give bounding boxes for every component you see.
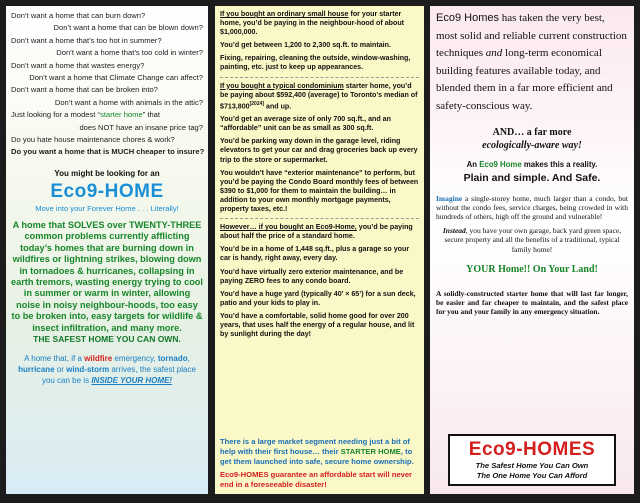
brand-logo: Eco9-HOME (50, 180, 164, 202)
condo-price: starter home, you’d be paying about $592,400 (average) to Toronto’s median of $713,800 (220, 81, 418, 111)
middle-footer (220, 437, 419, 490)
reality-pre: An (466, 159, 480, 169)
eco-maintenance: You’d have virtually zero exterior maintenance, and be paying ZERO fees to any condo board. (220, 267, 404, 285)
condo-year: [2024] (249, 100, 265, 107)
eco-yard: You’d have a huge yard (typically 40’ × 65’) for a sun deck, patio and your kids to play in. (220, 289, 416, 307)
wf-hurricane: hurricane (18, 364, 55, 374)
market-1: There is a large market segment needing just a bit of help with their first house… their (220, 437, 410, 456)
market-segment-text (220, 437, 419, 466)
intro-1: has taken the very best, most solid and reliable current construction techniques (436, 12, 627, 60)
starter-pre: Just looking for a modest “ (11, 110, 101, 120)
house-sqft: You’d get between 1,200 to 2,300 sq.ft. to maintain. (220, 41, 391, 50)
reality-line (436, 160, 628, 169)
eco-paragraph (220, 223, 419, 241)
imagine-rest: a single-storey home, much larger than a condo, but without the condo fees, service charges, being crowded in with hundreds of others, high off the ground and vulnerable! (436, 193, 628, 221)
eco-price: you’d be paying about half the price of a standard home. (220, 223, 413, 241)
question-burn: Don’t want a home that can burn down? (11, 11, 146, 20)
reality-brand: Eco9 Home (479, 159, 522, 169)
intro-and: and (485, 47, 503, 60)
question-blown: Don’t want a home that can be blown down? (53, 23, 203, 33)
reality-post: makes this a reality. (521, 159, 598, 169)
house-heading: If you bought an ordinary small house (220, 10, 349, 18)
starter-post: ” that (142, 110, 161, 120)
market-3: , to get them launched into safe, secure home ownership. (220, 446, 414, 466)
divider-2 (220, 218, 419, 219)
footer-tagline-1: The Safest Home You Can Own (475, 461, 589, 470)
wf-text-9: arrives, the safest place you can be is (41, 364, 196, 385)
condo-parking: You’d be parking way down in the garage level, riding elevators to get your car and drag groceries back up every trip to the store or supermarket. (220, 137, 418, 164)
solidly-paragraph: A solidly-constructed starter home that will last far longer, be easier and far cheaper to maintain, and the safest place for you and your family in any emergency situation. (436, 288, 628, 317)
brand-tagline: Move into your Forever Home . . . Literally! (35, 203, 179, 213)
solves-paragraph: A home that SOLVES over TWENTY-THREE common problems currently afflicting today’s homes that are burning down in wildfires or lightning strikes, blowing down in tornadoes & hurricanes, collapsing in earth tremors, wasting energy trying to cool in summer or warm in winter, allowing noise in noisy neighbour-hoods, too easy to be broken into, easy targets for wildlife & insect infiltration, and many more. (11, 219, 203, 333)
wf-text-3: emergency, (112, 353, 156, 363)
safest-home-line: THE SAFEST HOME YOU CAN OWN. (33, 333, 181, 344)
question-climate: Don’t want a home that Climate Change can affect? (29, 73, 203, 83)
wildfire-paragraph (11, 353, 203, 386)
condo-heading: If you bought a typical condominium (220, 81, 344, 90)
question-hot: Don’t want a home that’s too hot in summer? (11, 35, 162, 45)
house-paragraph (220, 10, 419, 37)
eco-sqft: You’d be in a home of 1,448 sq.ft., plus a garage so your car is handy, right away, every day. (220, 245, 410, 263)
eco-line: ecologically-aware way! (482, 139, 582, 151)
eco-heading: However… if you bought an Eco9-Home, (220, 223, 357, 232)
instead-word: Instead (442, 226, 466, 236)
starter-word: starter home (100, 110, 143, 120)
right-panel (430, 6, 634, 494)
wf-inside-home: INSIDE YOUR HOME! (91, 375, 173, 385)
left-panel (6, 6, 208, 494)
footer-logo-title: Eco9-HOMES (468, 439, 596, 460)
instead-rest: , you have your own garage, back yard green space, secure property and all the benefits of a traditional, typical family home! (444, 226, 622, 254)
question-chores: Do you hate house maintenance chores & work? (11, 135, 175, 145)
condo-fees: You wouldn’t have “exterior maintenance” to perform, but you’d be paying the Condo Board monthly fees of between $390 to $1,000 for them to maintain the building… in addition to your own monthly mortgage payments, property taxes, etc.! (220, 168, 419, 214)
condo-end: and up. (264, 102, 292, 111)
wf-text-5: , (187, 353, 190, 363)
condo-paragraph (220, 82, 419, 112)
and-line: AND… a far more (492, 126, 572, 138)
question-animals: Don’t want a home with animals in the attic? (54, 97, 203, 107)
question-broken: Don’t want a home that can be broken into? (11, 85, 158, 95)
middle-panel (215, 6, 424, 494)
intro-2: long-term economical building features available today, and blended them in a far more efficient and safety-conscious way. (436, 47, 613, 112)
wf-wildfire: wildfire (84, 353, 113, 363)
wf-text-7: or (54, 364, 67, 374)
guarantee-text: Eco9-HOMES guarantee an affordable start will never end in a foreseeable disaster! (220, 470, 413, 490)
imagine-paragraph (436, 194, 628, 222)
question-energy: Don’t want a home that wastes energy? (11, 60, 145, 70)
condo-size: You’d get an average size of only 700 sq.ft., and an “affordable” unit can be as small as 300 sq.ft. (220, 115, 391, 133)
might-be-text: You might be looking for an (54, 168, 160, 178)
house-maintenance: Fixing, repairing, cleaning the outside, window-washing, painting, etc. just to keep up appearances. (220, 54, 411, 72)
plain-simple: Plain and simple. And Safe. (463, 171, 601, 184)
imagine-word: Imagine (436, 193, 463, 203)
wf-tornado: tornado (157, 353, 188, 363)
footer-logo (448, 434, 616, 486)
instead-paragraph (436, 226, 628, 254)
house-price: for your starter home, you’d be paying in the neighbour-hood of about $1,000,000. (220, 10, 405, 37)
your-home-line: YOUR Home!! On Your Land! (466, 263, 598, 275)
brand-inline: Eco9 Homes (436, 12, 499, 24)
ecological-heading (436, 126, 628, 152)
footer-tagline-2: The One Home You Can Afford (476, 470, 588, 480)
wf-text-1: A home that, if a (24, 353, 85, 363)
eco-comfort: You’d have a comfortable, solid home good for over 200 years, that uses half the energy of a regular house, and lit by sunlight during the day! (220, 311, 415, 339)
intro-paragraph (436, 10, 628, 116)
wf-windstorm: wind-storm (66, 364, 110, 374)
question-starter (11, 109, 203, 121)
question-price: does NOT have an insane price tag? (79, 122, 203, 132)
question-insure: Do you want a home that is MUCH cheaper to insure? (11, 147, 205, 157)
market-starter: STARTER HOME (340, 446, 401, 456)
divider-1 (220, 77, 419, 78)
question-cold: Don’t want a home that’s too cold in winter? (56, 48, 203, 58)
